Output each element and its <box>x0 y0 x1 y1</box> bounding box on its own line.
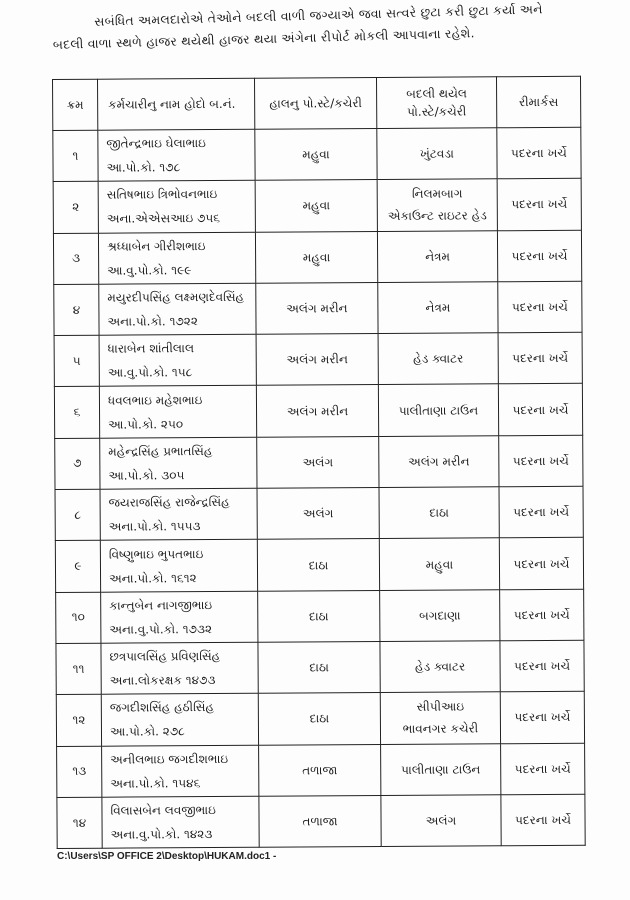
transfer-station-line: અલંગ <box>425 813 457 828</box>
transfer-station-line: દાઠા <box>429 505 449 520</box>
employee-name: શ્રધ્ધાબેન ગીરીશભાઇ <box>106 238 206 254</box>
cell-employee <box>102 796 259 848</box>
table-row <box>54 384 582 439</box>
cell-transfer-station <box>380 692 500 744</box>
cell-transfer-station <box>379 487 499 539</box>
cell-current-station: મહુવા <box>255 231 377 283</box>
cell-current-station: દાઠા <box>258 590 380 642</box>
transfer-station-line: પાલીતાણા ટાઉન <box>398 403 479 418</box>
employee-post: અના.પો.કો. ૧૫૫૩ <box>108 519 201 534</box>
cell-sr: ૯ <box>55 541 100 593</box>
cell-remarks: પદરના ખર્ચે <box>500 640 584 692</box>
table-row <box>55 486 583 541</box>
header-name: કર્મચારીનુ નામ હોદો બ.નં. <box>98 78 255 130</box>
table-row <box>53 179 581 234</box>
table-row <box>55 435 583 490</box>
employee-post: અના.વુ.પો.કો. ૧૪૨૩ <box>110 827 213 842</box>
table-row <box>56 640 584 695</box>
employee-post: આ.પો.કો. ૨૭૮ <box>109 724 185 740</box>
cell-employee <box>99 386 256 438</box>
transfer-station-line: અલંગ મરીન <box>408 454 470 469</box>
transfer-table <box>52 76 586 849</box>
employee-name: ધારાબેન શાંતીલાલ <box>107 341 195 356</box>
cell-sr: ૧૩ <box>57 746 102 798</box>
table-row <box>53 230 581 285</box>
cell-sr: ૪ <box>54 284 99 336</box>
employee-name: અનીલભાઇ જગદીશભાઇ <box>110 751 229 767</box>
employee-name: જગદીશસિંહ હઠીસિંહ <box>109 700 215 716</box>
employee-post: અના.એએસઆઇ ૭૫૬ <box>106 211 221 227</box>
table-row <box>56 692 584 747</box>
cell-transfer-station <box>377 179 497 231</box>
cell-sr: ૩ <box>53 233 98 285</box>
cell-current-station: મહુવા <box>255 180 377 232</box>
header-current-station: હાલનુ પો.સ્ટે/કચેરી <box>254 78 376 130</box>
transfer-station-line: હેડ ક્વાટર <box>413 351 464 367</box>
cell-remarks: પદરના ખર્ચે <box>497 127 581 179</box>
cell-transfer-station <box>378 384 498 436</box>
cell-current-station: અલંગ મરીન <box>256 282 378 334</box>
header-transfer-line-1: બદલી થયેલ <box>406 86 468 101</box>
transfer-station-line: એકાઉન્ટ રાઇટર હેડ <box>387 208 487 224</box>
cell-current-station: દાઠા <box>257 539 379 591</box>
intro-paragraph <box>52 0 593 56</box>
cell-transfer-station <box>380 589 500 641</box>
cell-current-station: તળાજા <box>259 744 381 796</box>
cell-employee <box>98 129 255 181</box>
employee-name: છત્રપાલસિંહ પ્રવિણસિંહ <box>109 649 221 664</box>
table-row <box>54 332 582 387</box>
employee-name: મહેન્દ્રસિંહ પ્રભાતસિંહ <box>108 443 213 459</box>
transfer-table-wrapper <box>52 76 585 849</box>
header-sr: ક્રમ <box>53 79 98 130</box>
transfer-station-line: ભાવનગર કચેરી <box>402 721 479 737</box>
cell-transfer-station <box>377 230 497 282</box>
cell-remarks: પદરના ખર્ચે <box>499 435 583 487</box>
cell-sr: ૧ <box>53 130 98 182</box>
table-body <box>53 127 585 848</box>
employee-post: આ.પો.કો. ૧૭૮ <box>106 160 181 175</box>
table-row <box>53 127 581 182</box>
cell-transfer-station <box>379 538 499 590</box>
cell-remarks: પદરના ખર્ચે <box>497 230 581 282</box>
cell-sr: ૬ <box>54 387 99 439</box>
employee-post: અના.લોકરક્ષક ૧૪૭૩ <box>109 673 216 688</box>
transfer-station-line: ખુંટવડા <box>419 146 454 161</box>
cell-sr: ૧૨ <box>56 694 101 746</box>
cell-current-station: તળાજા <box>259 795 381 847</box>
transfer-station-line: નિલમબાગ <box>411 186 463 202</box>
transfer-station-line: હેડ ક્વાટર <box>414 659 466 674</box>
intro-line-2: બદલી વાળા સ્થળે હાજર થયેથી હાજર થયા અંગેના રીપોર્ટ મોકલી આપવાના રહેશે. <box>52 25 475 52</box>
employee-post: અના.પો.કો. ૧૭૨૨ <box>107 314 198 329</box>
cell-employee <box>101 642 258 694</box>
employee-name: જીતેન્દ્રભાઇ ઘેલાભાઇ <box>106 136 206 151</box>
table-row <box>56 589 584 644</box>
cell-transfer-station <box>378 333 498 385</box>
employee-name: સતિષભાઇ ત્રિભોવનભાઇ <box>106 187 218 203</box>
employee-name: વિલાસબેન લવજીભાઇ <box>110 803 216 818</box>
header-transfer-line-2: પો.સ્ટે/કચેરી <box>407 104 467 119</box>
transfer-station-line: સીપીઆઇ <box>416 699 465 715</box>
cell-remarks: પદરના ખર્ચે <box>501 794 585 846</box>
transfer-station-line: નેત્રમ <box>425 300 451 315</box>
cell-employee <box>99 334 256 386</box>
intro-line-1: સબંધિત અમલદારોએ તેઓને બદલી વાળી જગ્યાએ જવા સત્વરે છુટા કરી છુટા કર્યા અને <box>94 1 543 29</box>
cell-remarks: પદરના ખર્ચે <box>500 589 584 641</box>
table-header-row <box>53 76 581 130</box>
transfer-station-line: નેત્રમ <box>425 249 451 264</box>
cell-transfer-station <box>381 795 501 847</box>
transfer-station-line: મહુવા <box>425 557 454 572</box>
cell-employee <box>101 694 258 746</box>
cell-remarks: પદરના ખર્ચે <box>499 538 583 590</box>
employee-post: અના.વુ.પો.કો. ૧૭૩૨ <box>109 621 213 637</box>
cell-employee <box>102 745 259 797</box>
cell-transfer-station <box>379 436 499 488</box>
cell-transfer-station <box>377 128 497 180</box>
header-remarks: રીમાર્કસ <box>496 76 580 128</box>
cell-current-station: અલંગ <box>257 488 379 540</box>
cell-remarks: પદરના ખર્ચે <box>500 692 584 744</box>
cell-sr: ૭ <box>55 438 100 490</box>
cell-employee <box>99 283 256 335</box>
cell-transfer-station <box>380 641 500 693</box>
employee-post: આ.પો.કો. ૩૦૫ <box>108 468 185 483</box>
cell-employee <box>100 437 257 489</box>
cell-employee <box>98 181 255 233</box>
cell-remarks: પદરના ખર્ચે <box>498 384 582 436</box>
employee-name: વિષ્ણુભાઇ ભુપતભાઇ <box>108 546 204 562</box>
cell-sr: ૧૧ <box>56 643 101 695</box>
employee-post: અના.પો.કો. ૧૬૧૨ <box>109 570 197 586</box>
table-row <box>57 743 585 798</box>
table-row <box>54 281 582 336</box>
cell-employee <box>101 591 258 643</box>
cell-current-station: મહુવા <box>255 129 377 181</box>
cell-sr: ૧૪ <box>57 797 102 849</box>
employee-name: ધવલભાઇ મહેશભાઇ <box>107 392 203 408</box>
cell-employee <box>100 488 257 540</box>
employee-post: આ.પો.કો. ૨૫૦ <box>108 416 184 432</box>
file-path-footer: C:\Users\SP OFFICE 2\Desktop\HUKAM.doc1 - <box>57 851 277 862</box>
table-row <box>55 538 583 593</box>
cell-remarks: પદરના ખર્ચે <box>497 179 581 231</box>
cell-transfer-station <box>378 282 498 334</box>
cell-remarks: પદરના ખર્ચે <box>501 743 585 795</box>
employee-post: આ.વુ.પો.કો. ૧૫૮ <box>107 365 193 380</box>
transfer-station-line: બગદાણા <box>419 608 461 623</box>
cell-employee <box>100 540 257 592</box>
employee-post: અના.પો.કો. ૧૫૪૬ <box>110 775 201 791</box>
cell-current-station: અલંગ <box>257 436 379 488</box>
table-row <box>57 794 585 849</box>
cell-current-station: અલંગ મરીન <box>256 385 378 437</box>
header-transfer-station <box>376 77 496 129</box>
cell-remarks: પદરના ખર્ચે <box>498 332 582 384</box>
employee-name: કાન્તુબેન નાગજીભાઇ <box>109 597 213 613</box>
cell-current-station: દાઠા <box>258 693 380 745</box>
cell-remarks: પદરના ખર્ચે <box>499 486 583 538</box>
employee-post: આ.વુ.પો.કો. ૧૯૯ <box>107 262 192 278</box>
cell-sr: ૫ <box>54 335 99 387</box>
transfer-station-line: પાલીતાણા ટાઉન <box>401 762 481 777</box>
cell-current-station: દાઠા <box>258 641 380 693</box>
cell-sr: ૧૦ <box>56 592 101 644</box>
cell-remarks: પદરના ખર્ચે <box>498 281 582 333</box>
cell-sr: ૨ <box>53 182 98 234</box>
cell-transfer-station <box>381 743 501 795</box>
cell-sr: ૮ <box>55 489 100 541</box>
employee-name: મયુરદીપસિંહ લક્ષ્મણદેવસિંહ <box>107 289 245 305</box>
employee-name: જયરાજસિંહ રાજેન્દ્રસિંહ <box>108 495 230 510</box>
cell-employee <box>98 232 255 284</box>
cell-current-station: અલંગ મરીન <box>256 334 378 386</box>
